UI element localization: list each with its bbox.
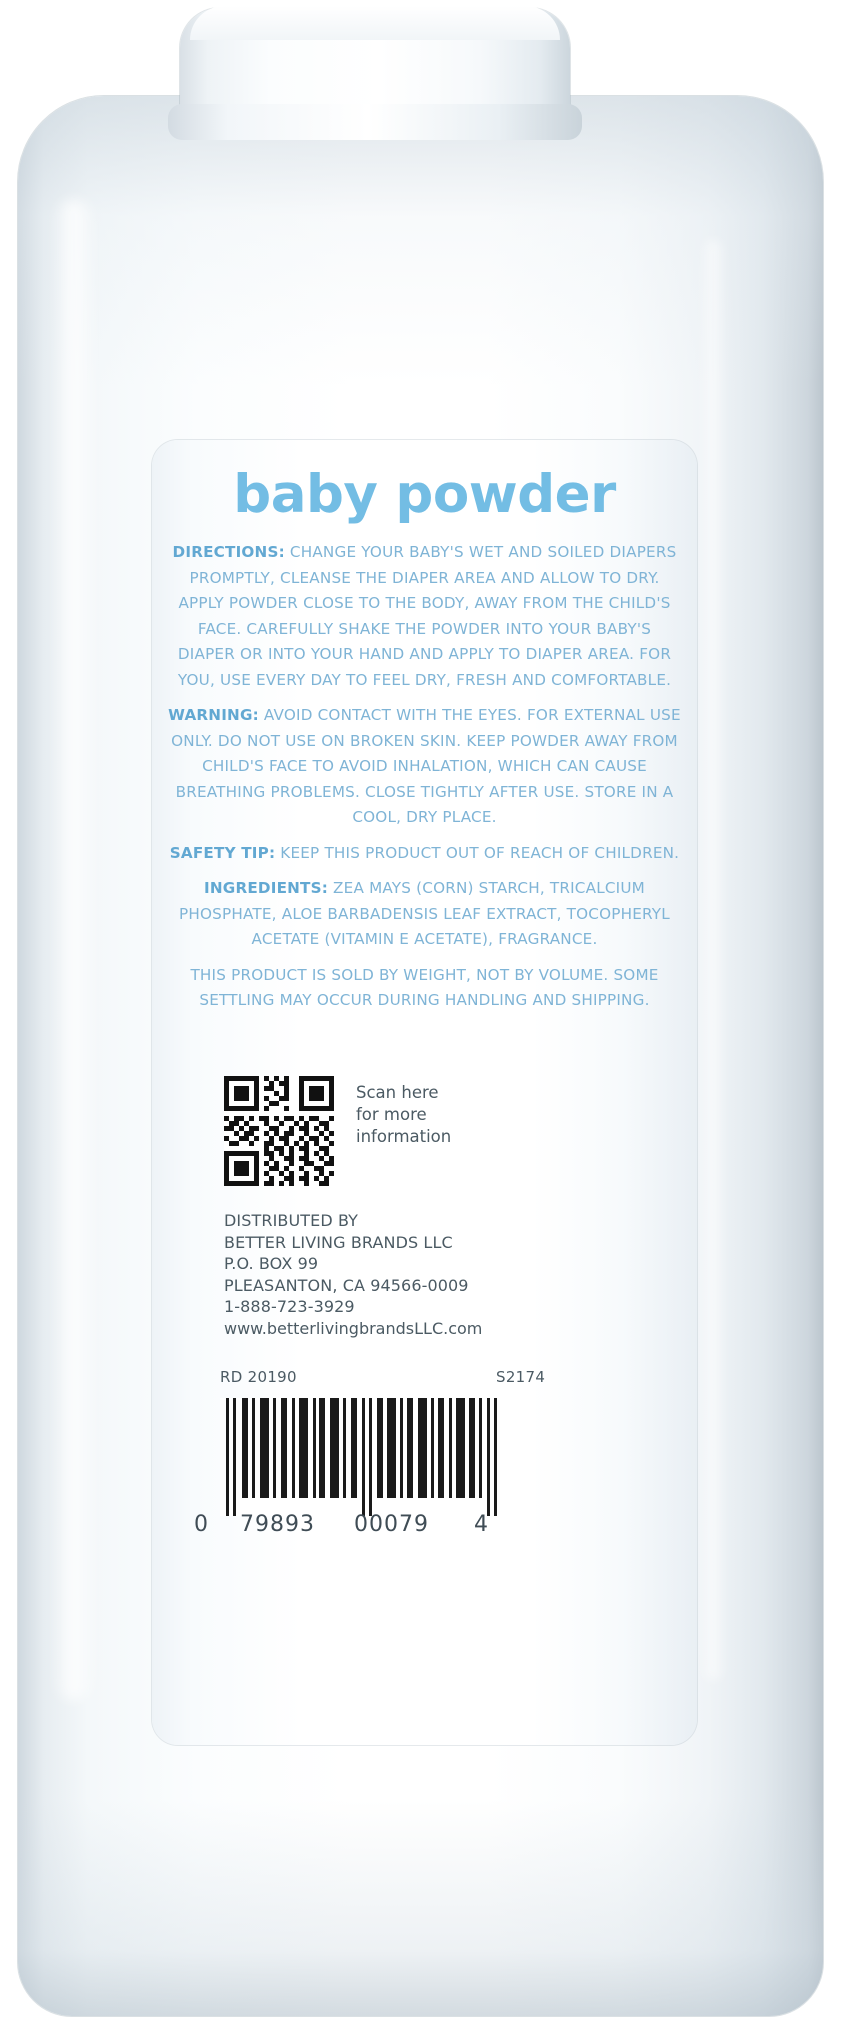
safety-tip-label: SAFETY TIP: bbox=[169, 843, 276, 862]
directions-paragraph bbox=[168, 540, 681, 693]
warning-paragraph bbox=[168, 703, 681, 831]
warning-text: AVOID CONTACT WITH THE EYES. FOR EXTERNAL USE ONLY. DO NOT USE ON BROKEN SKIN. KEEP POWDER AWAY FROM CHILD'S FACE TO AVOID INHALATION, WHICH CAN CAUSE BREATHING PROBLEMS. CLOSE TIGHTLY AFTER USE. STORE IN A COOL, DRY PLACE. bbox=[171, 706, 681, 826]
safety-tip-text: KEEP THIS PRODUCT OUT OF REACH OF CHILDREN. bbox=[275, 843, 680, 862]
bottle-base-shading bbox=[18, 1800, 823, 2016]
barcode-group-left: 79893 bbox=[240, 1512, 315, 1537]
lot-code-right: S2174 bbox=[496, 1368, 546, 1386]
barcode-group-right: 00079 bbox=[354, 1512, 429, 1537]
weight-note-paragraph: THIS PRODUCT IS SOLD BY WEIGHT, NOT BY VOLUME. SOME SETTLING MAY OCCUR DURING HANDLING AND SHIPPING. bbox=[190, 965, 659, 1009]
bottle-highlight-left bbox=[52, 200, 96, 1700]
distributor-line-2: BETTER LIVING BRANDS LLC bbox=[224, 1232, 453, 1252]
distributor-website: www.betterlivingbrandsLLC.com bbox=[224, 1318, 483, 1338]
distributor-phone: 1-888-723-3929 bbox=[224, 1297, 355, 1316]
barcode-lead-digit: 0 bbox=[194, 1512, 209, 1537]
qr-code-icon[interactable] bbox=[224, 1076, 334, 1186]
qr-caption-line-3: information bbox=[356, 1127, 452, 1146]
distributor-line-4: PLEASANTON, CA 94566-0009 bbox=[224, 1275, 469, 1295]
barcode-check-digit: 4 bbox=[474, 1512, 489, 1537]
distributor-line-1: DISTRIBUTED BY bbox=[224, 1211, 359, 1230]
label-copy bbox=[168, 540, 681, 1022]
bottle-neck bbox=[168, 104, 582, 140]
directions-label: DIRECTIONS: bbox=[172, 543, 285, 561]
qr-block bbox=[224, 1076, 644, 1186]
warning-label: WARNING: bbox=[168, 706, 259, 724]
qr-caption-line-2: for more bbox=[356, 1105, 427, 1124]
ingredients-label: INGREDIENTS: bbox=[204, 879, 329, 897]
qr-caption bbox=[356, 1082, 596, 1148]
lot-code-left: RD 20190 bbox=[220, 1368, 297, 1386]
distributor-block bbox=[224, 1210, 624, 1339]
product-label bbox=[152, 440, 697, 1745]
bottle-highlight-right bbox=[700, 240, 726, 1680]
product-title: baby powder bbox=[233, 464, 616, 525]
ingredients-text: ZEA MAYS (CORN) STARCH, TRICALCIUM PHOSPHATE, ALOE BARBADENSIS LEAF EXTRACT, TOCOPHERYL ACETATE (VITAMIN E ACETATE), FRAGRANCE. bbox=[179, 879, 670, 948]
ingredients-paragraph bbox=[168, 876, 681, 953]
barcode-digits bbox=[194, 1512, 614, 1538]
distributor-line-3: P.O. BOX 99 bbox=[224, 1254, 319, 1273]
safety-tip-paragraph bbox=[168, 841, 681, 867]
directions-text: CHANGE YOUR BABY'S WET AND SOILED DIAPERS PROMPTLY, CLEANSE THE DIAPER AREA AND ALLOW TO DRY. APPLY POWDER CLOSE TO THE BODY, AWAY FROM THE CHILD'S FACE. CAREFULLY SHAKE THE POWDER INTO YOUR BABY'S DIAPER OR INTO YOUR HAND AND APPLY TO DIAPER AREA. FOR YOU, USE EVERY DAY TO FEEL DRY, FRESH AND COMFORTABLE. bbox=[177, 543, 677, 689]
barcode bbox=[220, 1398, 512, 1516]
bottle-cap-top bbox=[190, 6, 560, 40]
qr-caption-line-1: Scan here bbox=[356, 1083, 439, 1102]
